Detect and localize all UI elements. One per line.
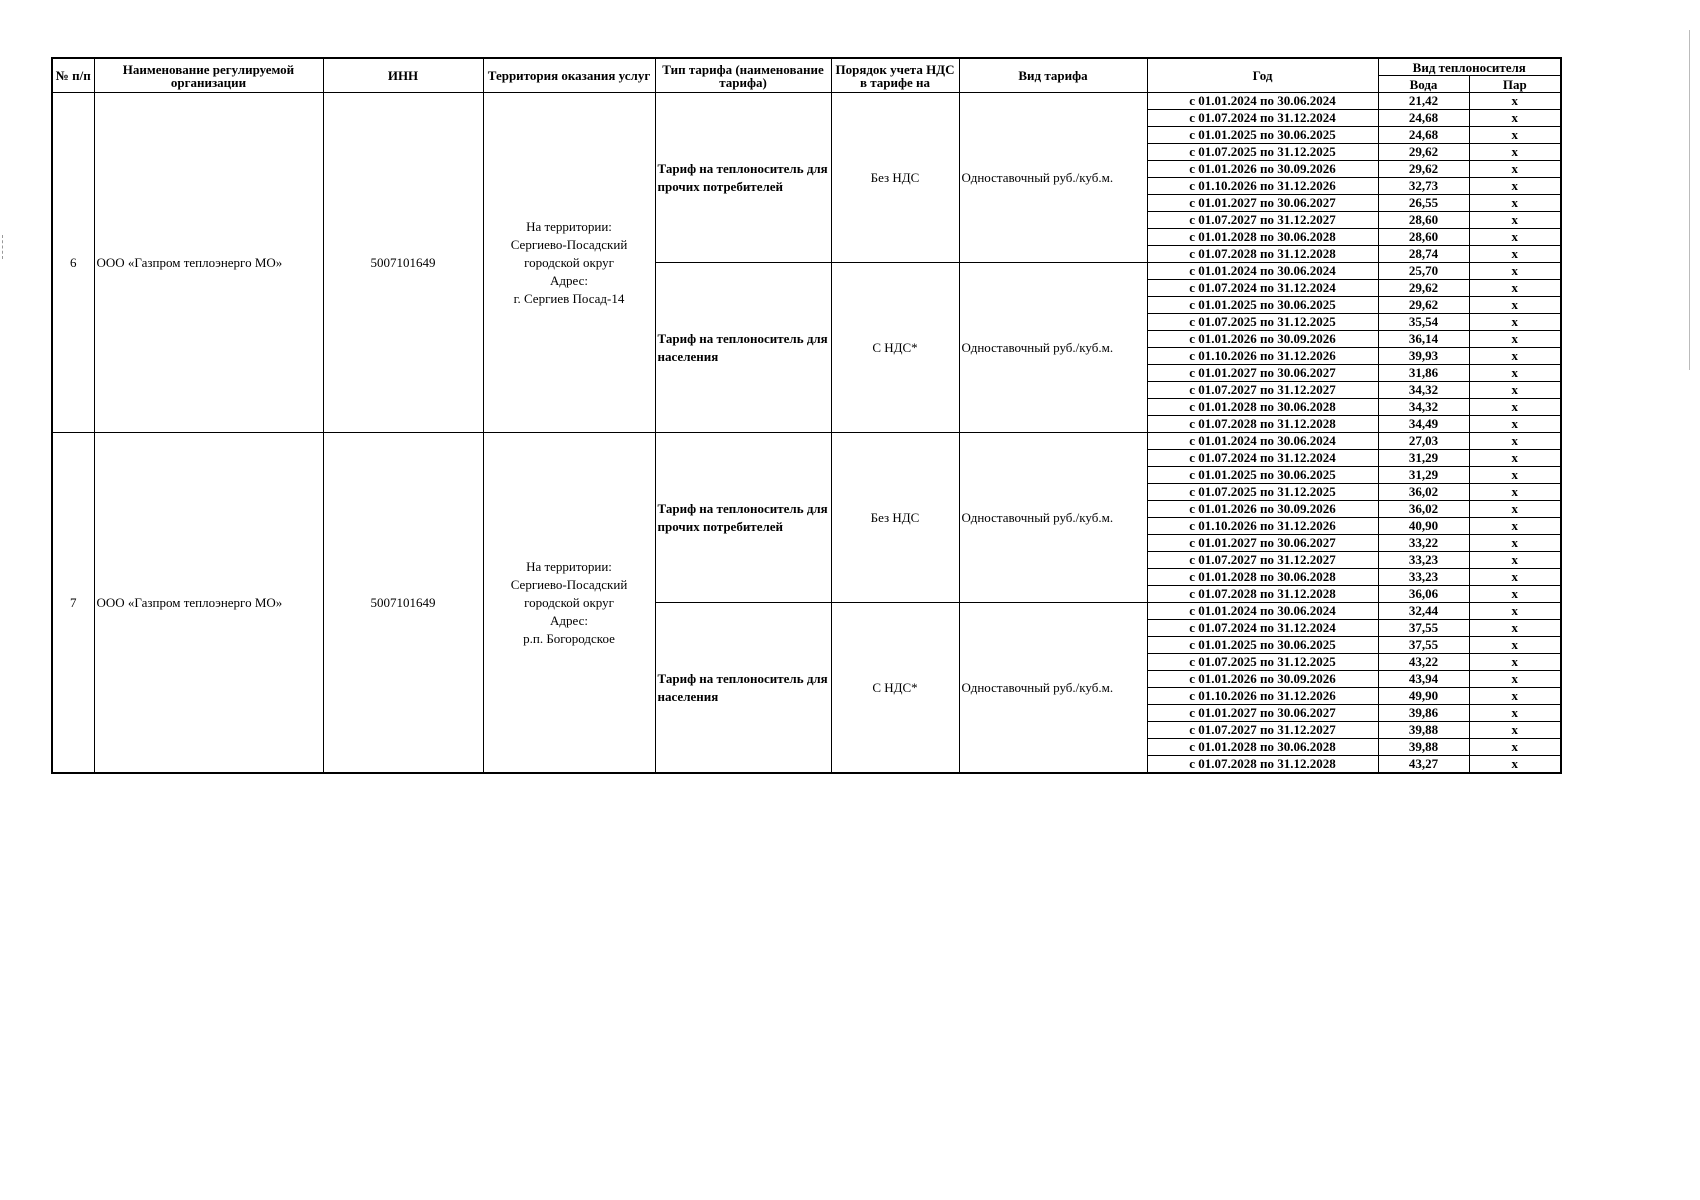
water-value: 26,55 [1378,195,1469,212]
header-territory: Территория оказания услуг [483,58,655,93]
water-value: 43,22 [1378,654,1469,671]
header-vat-order: Порядок учета НДС в тарифе на [831,58,959,93]
org-num: 6 [52,93,94,433]
period-cell: с 01.10.2026 по 31.12.2026 [1147,178,1378,195]
steam-value: х [1469,127,1561,144]
period-cell: с 01.10.2026 по 31.12.2026 [1147,688,1378,705]
steam-value: х [1469,433,1561,450]
water-value: 40,90 [1378,518,1469,535]
steam-value: х [1469,705,1561,722]
steam-value: х [1469,178,1561,195]
steam-value: х [1469,450,1561,467]
period-cell: с 01.07.2024 по 31.12.2024 [1147,280,1378,297]
water-value: 36,14 [1378,331,1469,348]
water-value: 29,62 [1378,280,1469,297]
steam-value: х [1469,195,1561,212]
steam-value: х [1469,620,1561,637]
territory-line: Адрес: [550,272,588,288]
period-cell: с 01.07.2024 по 31.12.2024 [1147,620,1378,637]
header-year: Год [1147,58,1378,93]
water-value: 24,68 [1378,127,1469,144]
water-value: 36,02 [1378,484,1469,501]
steam-value: х [1469,535,1561,552]
territory-line: Сергиево-Посадский [510,576,628,592]
steam-value: х [1469,246,1561,263]
steam-value: х [1469,501,1561,518]
period-cell: с 01.01.2025 по 30.06.2025 [1147,467,1378,484]
territory-line: городской округ [524,254,614,270]
period-cell: с 01.07.2027 по 31.12.2027 [1147,382,1378,399]
tariff-kind: Одноставочный руб./куб.м. [959,263,1147,433]
header-inn: ИНН [323,58,483,93]
tariff-kind: Одноставочный руб./куб.м. [959,433,1147,603]
period-cell: с 01.01.2025 по 30.06.2025 [1147,637,1378,654]
org-inn: 5007101649 [323,93,483,433]
period-cell: с 01.01.2026 по 30.09.2026 [1147,161,1378,178]
steam-value: х [1469,280,1561,297]
tariff-type: Тариф на теплоноситель для населения [655,603,831,774]
header-num: № п/п [52,58,94,93]
period-cell: с 01.07.2025 по 31.12.2025 [1147,144,1378,161]
period-cell: с 01.01.2024 по 30.06.2024 [1147,603,1378,620]
period-cell: с 01.07.2028 по 31.12.2028 [1147,416,1378,433]
steam-value: х [1469,365,1561,382]
period-cell: с 01.01.2026 по 30.09.2026 [1147,671,1378,688]
water-value: 43,94 [1378,671,1469,688]
period-cell: с 01.07.2028 по 31.12.2028 [1147,246,1378,263]
period-cell: с 01.07.2027 по 31.12.2027 [1147,212,1378,229]
header-carrier: Вид теплоносителя [1378,58,1561,76]
period-cell: с 01.01.2028 по 30.06.2028 [1147,399,1378,416]
water-value: 33,22 [1378,535,1469,552]
steam-value: х [1469,416,1561,433]
period-cell: с 01.01.2027 по 30.06.2027 [1147,535,1378,552]
territory-line: г. Сергиев Посад-14 [513,290,625,306]
steam-value: х [1469,382,1561,399]
period-cell: с 01.07.2028 по 31.12.2028 [1147,756,1378,774]
water-value: 33,23 [1378,569,1469,586]
period-cell: с 01.01.2025 по 30.06.2025 [1147,127,1378,144]
water-value: 28,60 [1378,229,1469,246]
water-value: 33,23 [1378,552,1469,569]
period-cell: с 01.01.2027 по 30.06.2027 [1147,195,1378,212]
header-tariff-kind: Вид тарифа [959,58,1147,93]
period-cell: с 01.01.2028 по 30.06.2028 [1147,739,1378,756]
water-value: 39,88 [1378,739,1469,756]
table-row [52,93,1561,110]
org-territory [483,93,655,433]
period-cell: с 01.01.2028 по 30.06.2028 [1147,229,1378,246]
steam-value: х [1469,229,1561,246]
org-num: 7 [52,433,94,774]
period-cell: с 01.07.2024 по 31.12.2024 [1147,110,1378,127]
steam-value: х [1469,654,1561,671]
steam-value: х [1469,263,1561,280]
water-value: 29,62 [1378,297,1469,314]
period-cell: с 01.07.2025 по 31.12.2025 [1147,654,1378,671]
territory-line: Сергиево-Посадский [510,236,628,252]
period-cell: с 01.01.2026 по 30.09.2026 [1147,331,1378,348]
tariff-kind: Одноставочный руб./куб.м. [959,603,1147,774]
steam-value: х [1469,331,1561,348]
tariff-kind: Одноставочный руб./куб.м. [959,93,1147,263]
table-row [52,433,1561,450]
period-cell: с 01.01.2026 по 30.09.2026 [1147,501,1378,518]
period-cell: с 01.07.2025 по 31.12.2025 [1147,484,1378,501]
steam-value: х [1469,399,1561,416]
header-tariff-type: Тип тарифа (наименование тарифа) [655,58,831,93]
steam-value: х [1469,161,1561,178]
steam-value: х [1469,93,1561,110]
water-value: 34,49 [1378,416,1469,433]
header-water: Вода [1378,76,1469,93]
steam-value: х [1469,552,1561,569]
territory-line: городской округ [524,594,614,610]
steam-value: х [1469,603,1561,620]
vat-order: Без НДС [831,433,959,603]
territory-line: р.п. Богородское [523,630,615,646]
water-value: 21,42 [1378,93,1469,110]
period-cell: с 01.07.2025 по 31.12.2025 [1147,314,1378,331]
water-value: 31,86 [1378,365,1469,382]
steam-value: х [1469,212,1561,229]
steam-value: х [1469,756,1561,774]
water-value: 43,27 [1378,756,1469,774]
water-value: 36,02 [1378,501,1469,518]
steam-value: х [1469,467,1561,484]
period-cell: с 01.07.2027 по 31.12.2027 [1147,722,1378,739]
vat-order: С НДС* [831,603,959,774]
steam-value: х [1469,297,1561,314]
tariff-type: Тариф на теплоноситель для прочих потребителей [655,93,831,263]
scan-edge-line [1689,30,1690,370]
steam-value: х [1469,637,1561,654]
steam-value: х [1469,569,1561,586]
tariff-document [51,57,1562,774]
vat-order: С НДС* [831,263,959,433]
org-name: ООО «Газпром теплоэнерго МО» [94,93,323,433]
vat-order: Без НДС [831,93,959,263]
steam-value: х [1469,586,1561,603]
header-steam: Пар [1469,76,1561,93]
period-cell: с 01.01.2027 по 30.06.2027 [1147,365,1378,382]
org-territory [483,433,655,774]
water-value: 39,86 [1378,705,1469,722]
period-cell: с 01.10.2026 по 31.12.2026 [1147,518,1378,535]
steam-value: х [1469,144,1561,161]
water-value: 31,29 [1378,450,1469,467]
org-name: ООО «Газпром теплоэнерго МО» [94,433,323,774]
period-cell: с 01.10.2026 по 31.12.2026 [1147,348,1378,365]
period-cell: с 01.01.2028 по 30.06.2028 [1147,569,1378,586]
water-value: 37,55 [1378,637,1469,654]
water-value: 36,06 [1378,586,1469,603]
period-cell: с 01.07.2028 по 31.12.2028 [1147,586,1378,603]
territory-line: На территории: [526,218,612,234]
period-cell: с 01.01.2024 по 30.06.2024 [1147,433,1378,450]
steam-value: х [1469,518,1561,535]
tariff-type: Тариф на теплоноситель для прочих потребителей [655,433,831,603]
territory-line: Адрес: [550,612,588,628]
water-value: 29,62 [1378,161,1469,178]
water-value: 39,93 [1378,348,1469,365]
territory-line: На территории: [526,558,612,574]
tariff-table [51,57,1562,774]
water-value: 31,29 [1378,467,1469,484]
water-value: 24,68 [1378,110,1469,127]
water-value: 34,32 [1378,382,1469,399]
water-value: 37,55 [1378,620,1469,637]
steam-value: х [1469,484,1561,501]
steam-value: х [1469,688,1561,705]
steam-value: х [1469,314,1561,331]
water-value: 28,60 [1378,212,1469,229]
tariff-type: Тариф на теплоноситель для населения [655,263,831,433]
table-body [52,93,1561,774]
steam-value: х [1469,739,1561,756]
water-value: 34,32 [1378,399,1469,416]
period-cell: с 01.01.2027 по 30.06.2027 [1147,705,1378,722]
header-org: Наименование регулируемой организации [94,58,323,93]
steam-value: х [1469,722,1561,739]
period-cell: с 01.01.2025 по 30.06.2025 [1147,297,1378,314]
scan-margin-mark [2,235,4,259]
period-cell: с 01.07.2024 по 31.12.2024 [1147,450,1378,467]
steam-value: х [1469,110,1561,127]
steam-value: х [1469,671,1561,688]
water-value: 29,62 [1378,144,1469,161]
table-header [52,58,1561,93]
water-value: 49,90 [1378,688,1469,705]
water-value: 25,70 [1378,263,1469,280]
period-cell: с 01.01.2024 по 30.06.2024 [1147,263,1378,280]
steam-value: х [1469,348,1561,365]
water-value: 28,74 [1378,246,1469,263]
period-cell: с 01.01.2024 по 30.06.2024 [1147,93,1378,110]
org-inn: 5007101649 [323,433,483,774]
water-value: 35,54 [1378,314,1469,331]
water-value: 39,88 [1378,722,1469,739]
water-value: 27,03 [1378,433,1469,450]
period-cell: с 01.07.2027 по 31.12.2027 [1147,552,1378,569]
water-value: 32,73 [1378,178,1469,195]
water-value: 32,44 [1378,603,1469,620]
